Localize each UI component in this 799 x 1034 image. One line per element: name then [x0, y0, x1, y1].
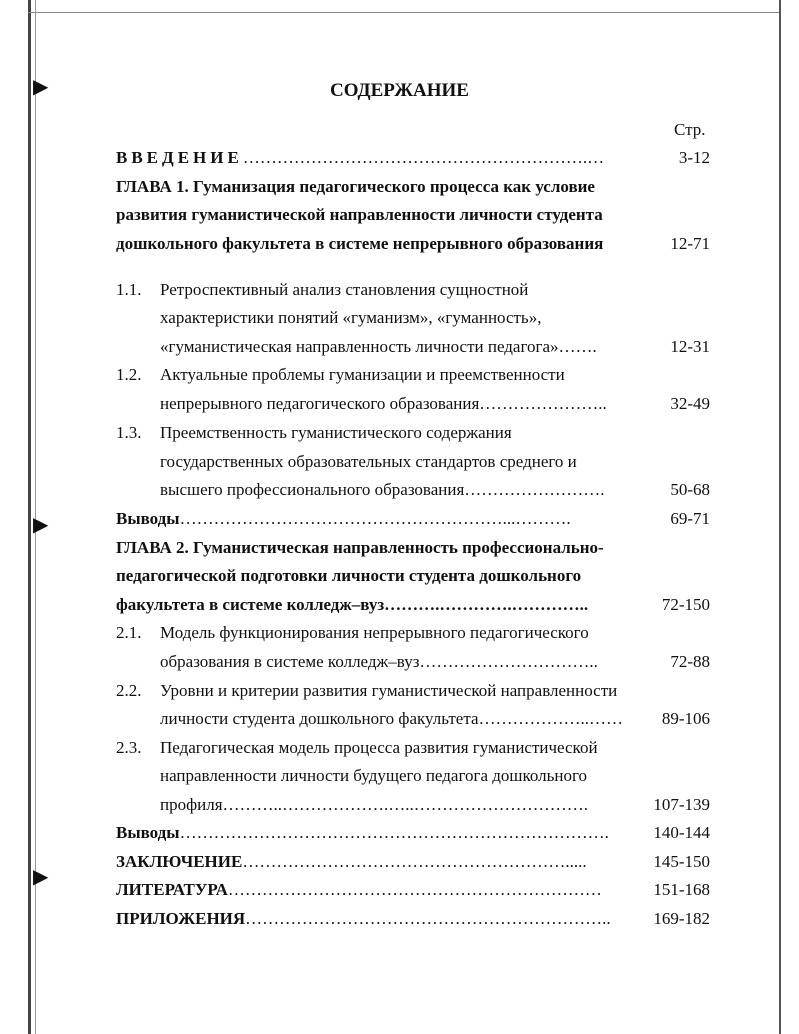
section-1-3-line-2: государственных образовательных стандартов среднего и — [160, 452, 577, 471]
toc-leader-dots: ………………………………………………………… — [227, 880, 602, 899]
toc-entry-pages: 69-71 — [670, 509, 710, 528]
toc-leader-dots: …………………………………………………..... — [242, 852, 587, 871]
toc-entry-introduction — [116, 148, 604, 168]
toc-entry-conclusions-2 — [116, 823, 609, 843]
toc-entry-pages: 50-68 — [670, 480, 710, 499]
binding-hole-mark-icon: ▶ — [33, 76, 49, 98]
toc-entry-pages: 12-71 — [670, 234, 710, 253]
chapter-2-title-line-1: ГЛАВА 2. Гуманистическая направленность профессионально- — [116, 538, 604, 557]
toc-entry-conclusions-1 — [116, 509, 571, 529]
toc-entry-pages: 169-182 — [653, 909, 710, 928]
toc-entry-conclusion — [116, 852, 587, 872]
page-title: СОДЕРЖАНИЕ — [330, 80, 469, 101]
scan-border-right — [779, 0, 781, 1034]
chapter-2-title-line-2: педагогической подготовки личности студента дошкольного — [116, 566, 582, 585]
chapter-1-title-line-3: дошкольного факультета в системе непрерывного образования — [116, 234, 604, 253]
section-2-3-line-2: направленности личности будущего педагога дошкольного — [160, 766, 588, 785]
toc-leader-dots: …………………………………………………………………. — [179, 823, 609, 842]
toc-entry-pages: 151-168 — [653, 880, 710, 899]
binding-hole-mark-icon: ▶ — [33, 866, 49, 888]
toc-entry-title: ЛИТЕРАТУРА — [116, 880, 228, 899]
section-1-1-line-1: Ретроспективный анализ становления сущностной — [160, 280, 529, 299]
section-number: 1.1. — [116, 280, 142, 299]
toc-entry-pages: 72-150 — [661, 595, 710, 614]
page-column-label: Стр. — [674, 120, 706, 139]
toc-leader-dots: ……………………………………………………….. — [245, 909, 611, 928]
section-2-1-line-1: Модель функционирования непрерывного педагогического — [160, 623, 589, 642]
chapter-2-title-line-3: факультета в системе колледж–вуз……….………….………….. — [116, 595, 589, 614]
section-2-2-line-1: Уровни и критерии развития гуманистической направленности — [160, 681, 618, 700]
toc-entry-literature — [116, 880, 602, 900]
scan-border-left — [28, 0, 31, 1034]
toc-entry-pages: 89-106 — [661, 709, 710, 728]
toc-entry-pages: 140-144 — [653, 823, 710, 842]
section-1-1-line-2: характеристики понятий «гуманизм», «гуманность», — [160, 308, 542, 327]
section-1-2-line-1: Актуальные проблемы гуманизации и преемственности — [160, 365, 565, 384]
section-1-3-line-1: Преемственность гуманистического содержания — [160, 423, 512, 442]
section-number: 1.3. — [116, 423, 142, 442]
section-number: 1.2. — [116, 365, 142, 384]
toc-entry-pages: 3-12 — [678, 148, 710, 167]
section-2-3-line-3: профиля………..……………….…..…………………………. — [160, 795, 589, 814]
section-2-1-line-2: образования в системе колледж–вуз………………………….. — [160, 652, 598, 671]
toc-entry-title: ЗАКЛЮЧЕНИЕ — [116, 852, 243, 871]
section-number: 2.3. — [116, 738, 142, 757]
section-1-3-line-3: высшего профессионального образования……………………. — [160, 480, 605, 499]
toc-entry-pages: 72-88 — [670, 652, 710, 671]
toc-entry-title: Выводы — [116, 509, 180, 528]
section-1-2-line-2: непрерывного педагогического образования………………….. — [160, 394, 607, 413]
toc-entry-pages: 107-139 — [653, 795, 710, 814]
section-1-1-line-3: «гуманистическая направленность личности педагога»……. — [160, 337, 597, 356]
scan-border-top — [28, 12, 780, 13]
binding-hole-mark-icon: ▶ — [33, 514, 49, 536]
section-number: 2.2. — [116, 681, 142, 700]
toc-entry-title: Выводы — [116, 823, 180, 842]
toc-entry-title: ВВЕДЕНИЕ — [116, 148, 243, 167]
toc-leader-dots: …………………………………………………...………. — [179, 509, 571, 528]
toc-entry-pages: 12-31 — [670, 337, 710, 356]
toc-entry-pages: 145-150 — [653, 852, 710, 871]
section-2-3-line-1: Педагогическая модель процесса развития гуманистической — [160, 738, 598, 757]
chapter-1-title-line-1: ГЛАВА 1. Гуманизация педагогического процесса как условие — [116, 177, 595, 196]
section-number: 2.1. — [116, 623, 142, 642]
toc-entry-pages: 32-49 — [670, 394, 710, 413]
toc-entry-title: ПРИЛОЖЕНИЯ — [116, 909, 246, 928]
chapter-1-title-line-2: развития гуманистической направленности личности студента — [116, 205, 603, 224]
section-2-2-line-2: личности студента дошкольного факультета………………..…… — [160, 709, 624, 728]
toc-entry-appendices — [116, 909, 611, 929]
toc-leader-dots: …………………………………………………….… — [242, 148, 605, 167]
